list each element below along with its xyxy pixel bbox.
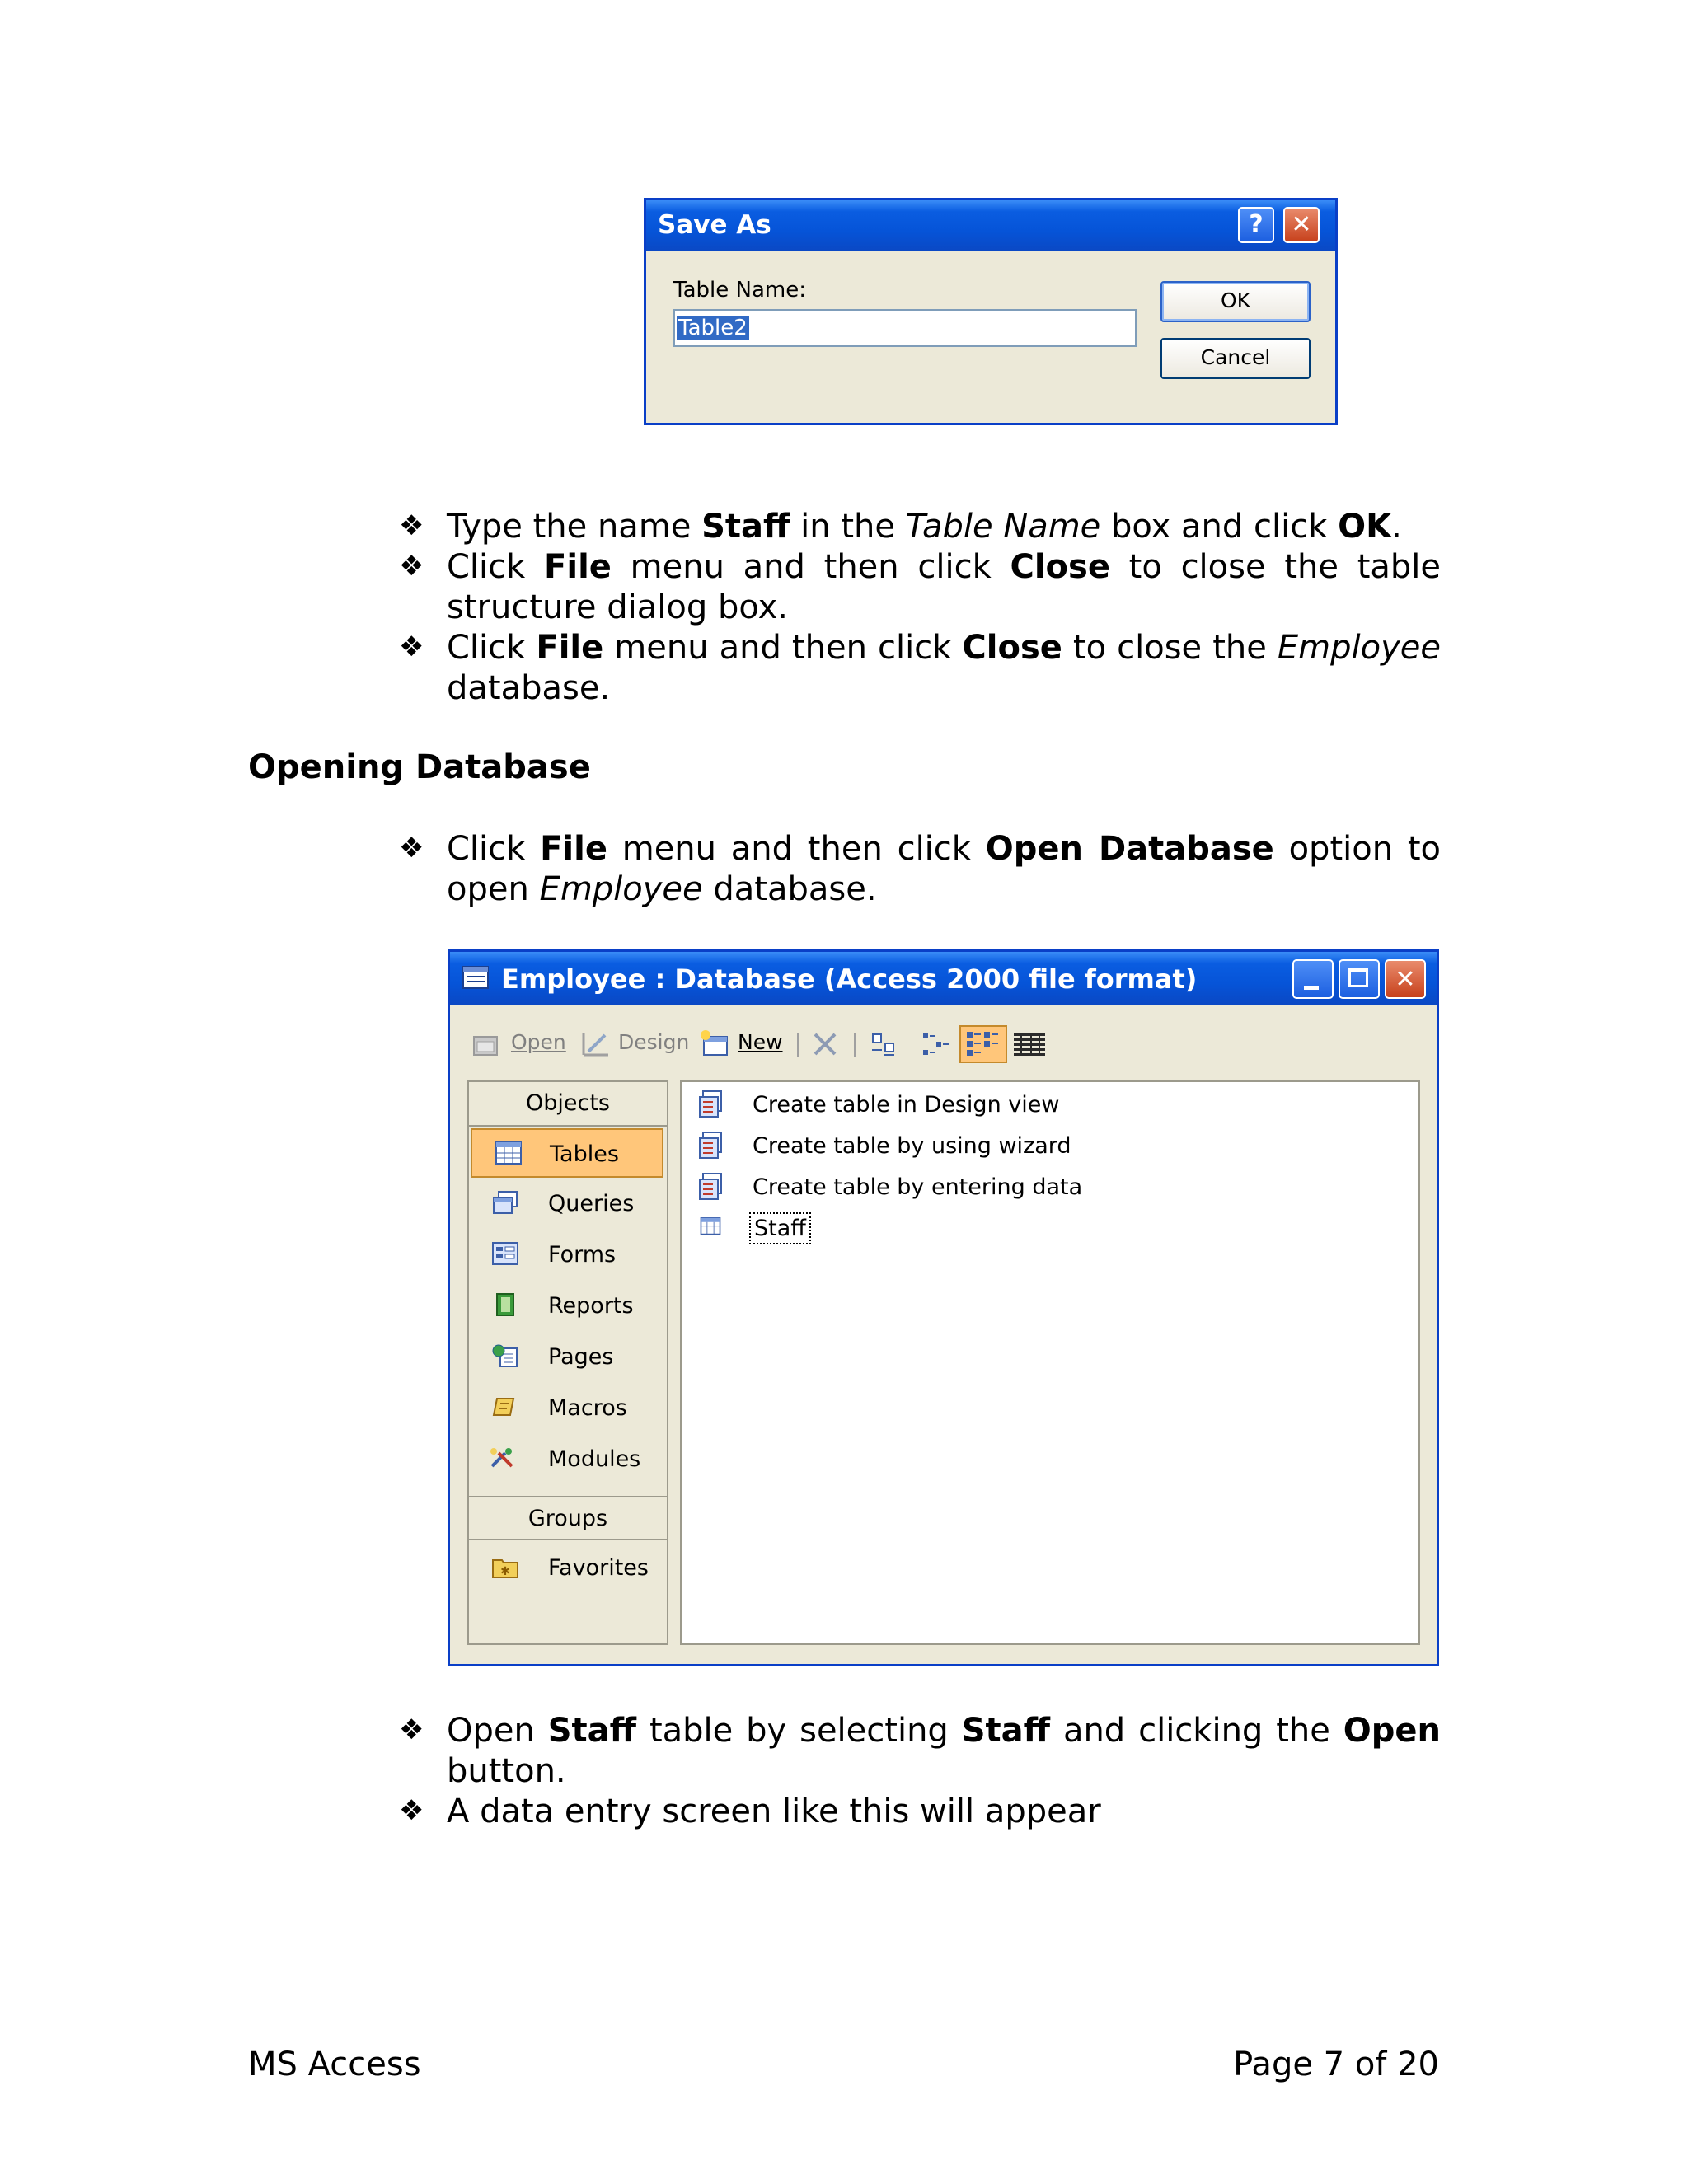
bullet-icon: ❖	[399, 1713, 424, 1746]
maximize-button[interactable]	[1339, 959, 1380, 999]
text: database.	[702, 870, 877, 908]
database-icon	[462, 963, 491, 991]
text: option to open	[447, 830, 1441, 908]
svg-text:✱: ✱	[500, 1565, 510, 1578]
table-name-value: Table2	[678, 316, 748, 340]
large-icons-view-icon[interactable]	[870, 1032, 897, 1057]
bullet-icon: ❖	[399, 1794, 424, 1827]
list-view-icon[interactable]	[959, 1025, 1007, 1063]
bullet-item	[447, 628, 1441, 709]
bullet-icon: ❖	[399, 832, 424, 865]
toolbar-open-button[interactable]: Open	[511, 1030, 566, 1054]
object-pages[interactable]	[469, 1333, 663, 1382]
objects-divider	[469, 1125, 667, 1127]
close-button[interactable]: ✕	[1283, 207, 1320, 243]
group-favorites[interactable]	[469, 1544, 663, 1593]
text-bold: OK	[1338, 508, 1392, 546]
details-view-icon[interactable]	[1012, 1030, 1047, 1058]
footer-left: MS Access	[248, 2046, 421, 2083]
object-queries[interactable]	[469, 1179, 663, 1229]
pages-icon	[492, 1344, 518, 1367]
cancel-button[interactable]: Cancel	[1160, 338, 1311, 379]
list-item-label: Create table by using wizard	[753, 1133, 1071, 1159]
queries-icon	[492, 1191, 518, 1214]
footer-page-number: Page 7 of 20	[1233, 2046, 1439, 2083]
object-label: Queries	[548, 1191, 635, 1216]
db-title-bar[interactable]	[450, 952, 1437, 1005]
text-bold: Open Database	[985, 830, 1274, 868]
text-bold: Close	[1010, 548, 1110, 586]
toolbar-separator	[854, 1033, 856, 1057]
object-label: Pages	[548, 1344, 614, 1370]
table-name-label: Table Name:	[673, 278, 806, 302]
modules-icon	[485, 1446, 518, 1469]
text-bold: Staff	[961, 1712, 1051, 1750]
object-reports[interactable]	[469, 1282, 663, 1331]
bullet-item	[447, 507, 1441, 547]
text: database.	[447, 669, 611, 707]
text-italic: Employee	[539, 870, 703, 908]
bullet-icon: ❖	[399, 630, 424, 663]
text: Click	[447, 629, 537, 667]
macros-icon	[492, 1395, 518, 1418]
bullet-item	[447, 1792, 1441, 1832]
text-italic: Table Name	[905, 508, 1101, 546]
help-button[interactable]: ?	[1238, 207, 1274, 243]
favorites-folder-icon	[492, 1555, 518, 1578]
object-forms[interactable]	[469, 1230, 663, 1280]
object-label: Forms	[548, 1242, 617, 1268]
bullet-icon: ❖	[399, 550, 424, 583]
open-icon	[472, 1030, 502, 1058]
reports-icon	[492, 1293, 518, 1316]
bullet-item	[447, 547, 1441, 628]
text-bold: File	[536, 629, 604, 667]
save-as-title: Save As	[658, 210, 771, 240]
delete-icon[interactable]	[811, 1030, 839, 1058]
list-item-label: Create table in Design view	[753, 1092, 1060, 1118]
bullet-icon: ❖	[399, 509, 424, 542]
objects-list-pane	[680, 1080, 1420, 1645]
save-as-dialog	[644, 198, 1338, 425]
toolbar-separator	[797, 1033, 799, 1057]
object-tables[interactable]	[471, 1128, 663, 1178]
bullet-item	[447, 829, 1441, 910]
small-icons-view-icon[interactable]	[920, 1030, 953, 1058]
section-heading: Opening Database	[248, 748, 591, 786]
text-italic: Employee	[1277, 629, 1442, 667]
groups-divider-top	[469, 1496, 667, 1497]
ok-button[interactable]: OK	[1160, 281, 1311, 322]
table-icon	[698, 1217, 723, 1240]
text: Click	[447, 548, 545, 586]
text: menu and then click	[611, 548, 1010, 586]
text-bold: Close	[962, 629, 1062, 667]
text: in the	[790, 508, 906, 546]
text: Open	[447, 1712, 548, 1750]
object-label: Tables	[550, 1141, 619, 1167]
shortcut-icon	[698, 1173, 723, 1201]
design-icon	[580, 1030, 613, 1058]
text: and clicking the	[1050, 1712, 1343, 1750]
text-bold: Staff	[547, 1712, 637, 1750]
text: .	[1391, 508, 1402, 546]
bullet-item	[447, 1711, 1441, 1792]
close-icon[interactable]: ✕	[1385, 959, 1426, 999]
groups-header[interactable]: Groups	[528, 1506, 608, 1531]
toolbar-new-button[interactable]: New	[738, 1030, 783, 1054]
text: Click	[447, 830, 541, 868]
text: to close the	[1062, 629, 1278, 667]
text: box and click	[1100, 508, 1339, 546]
toolbar-design-button[interactable]: Design	[618, 1030, 690, 1054]
groups-divider-bottom	[469, 1539, 667, 1540]
forms-icon	[492, 1242, 518, 1265]
shortcut-icon	[698, 1132, 723, 1160]
objects-bar	[467, 1080, 668, 1645]
text-bold: Staff	[701, 508, 790, 546]
text: button.	[447, 1752, 566, 1790]
new-icon	[699, 1029, 730, 1058]
text: to close the table structure dialog box.	[447, 548, 1441, 626]
save-as-title-bar[interactable]	[646, 200, 1335, 251]
text: menu and then click	[607, 830, 986, 868]
objects-header[interactable]: Objects	[525, 1090, 610, 1116]
object-label: Reports	[548, 1293, 634, 1319]
object-modules[interactable]	[469, 1435, 663, 1484]
text-bold: Open	[1343, 1712, 1441, 1750]
object-label: Modules	[548, 1446, 641, 1472]
object-label: Macros	[548, 1395, 627, 1421]
list-item-label: Create table by entering data	[753, 1174, 1083, 1200]
minimize-button[interactable]	[1292, 959, 1334, 999]
object-macros[interactable]	[469, 1384, 663, 1433]
group-label: Favorites	[548, 1555, 649, 1581]
db-title: Employee : Database (Access 2000 file format)	[501, 963, 1198, 995]
text: Type the name	[447, 508, 702, 546]
list-item-label: Staff	[754, 1216, 806, 1241]
text-bold: File	[540, 830, 607, 868]
text: A data entry screen like this will appear	[447, 1793, 1101, 1830]
text: menu and then click	[603, 629, 963, 667]
text-bold: File	[544, 548, 612, 586]
text: table by selecting	[636, 1712, 962, 1750]
shortcut-icon	[698, 1090, 723, 1118]
table-name-input[interactable]	[673, 309, 1137, 347]
tables-icon	[495, 1141, 522, 1165]
